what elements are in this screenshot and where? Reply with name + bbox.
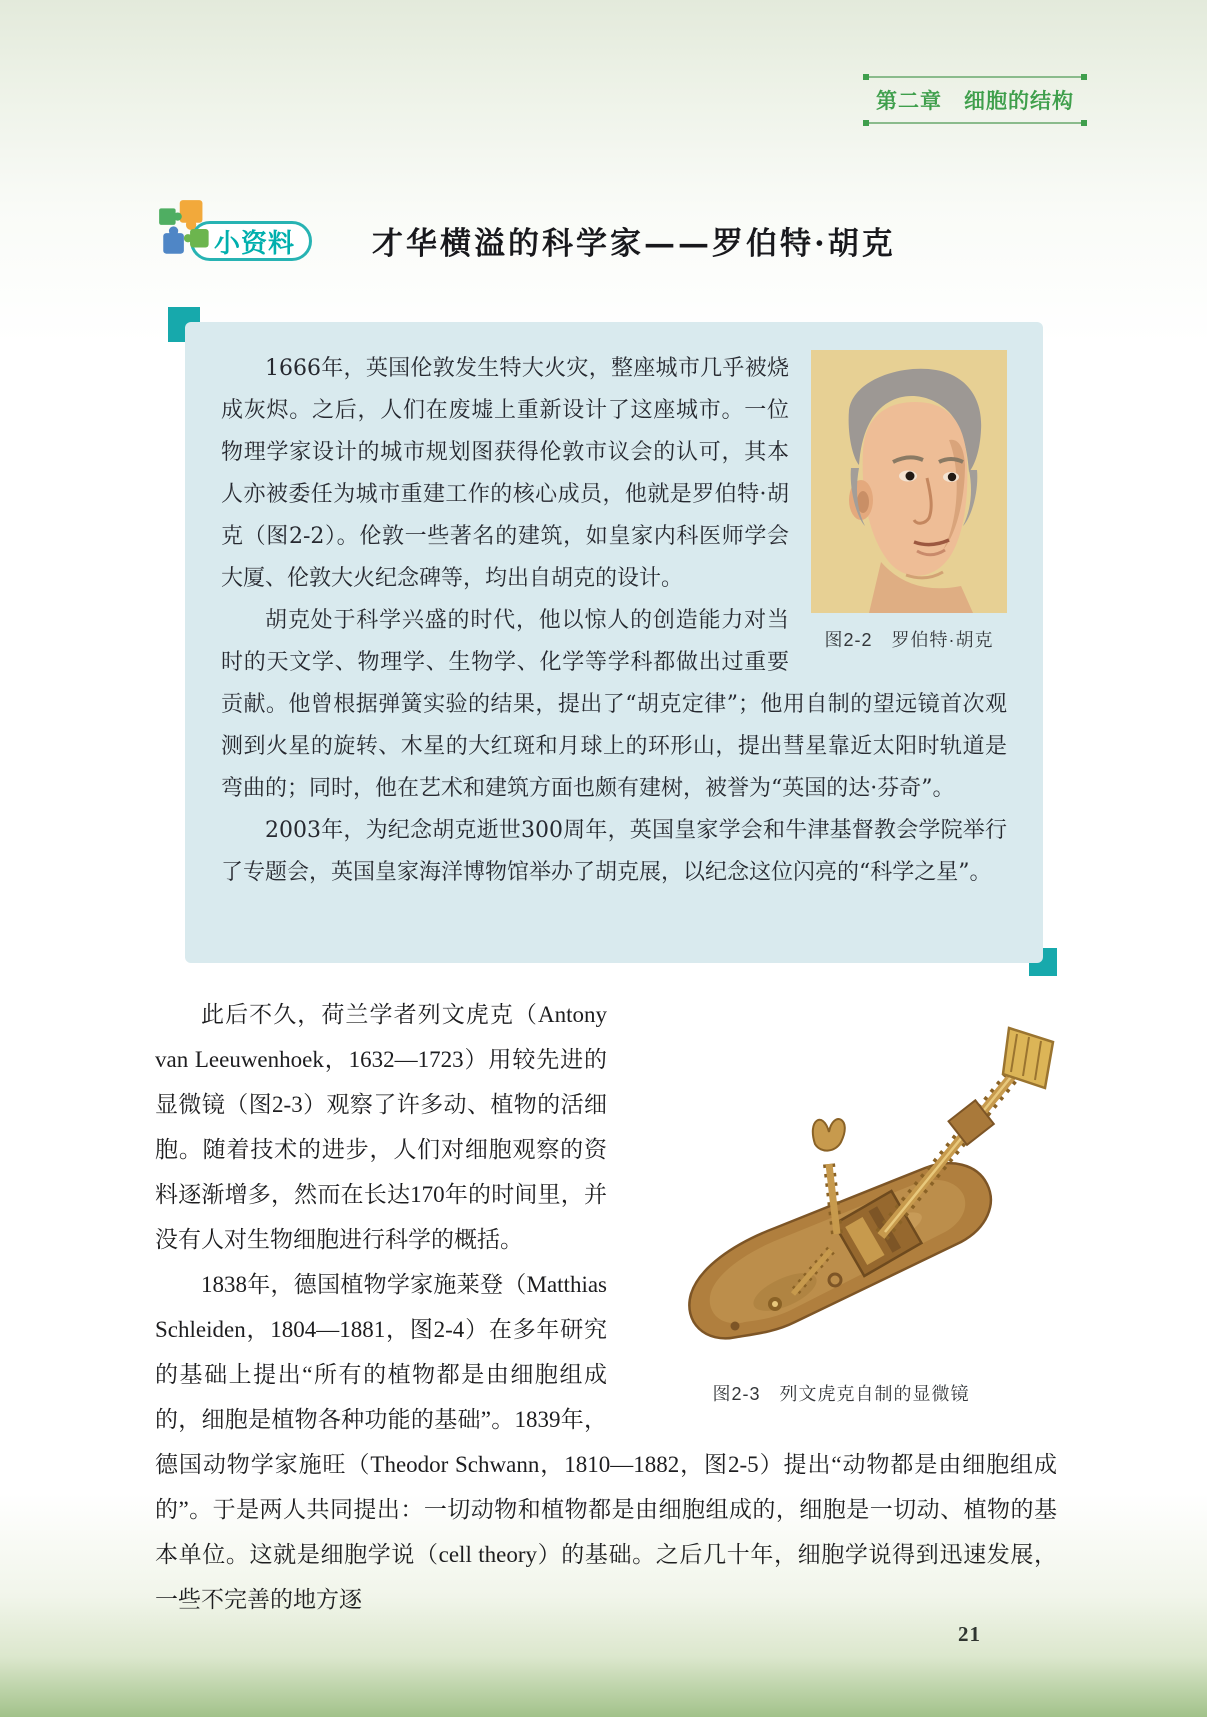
body-paragraph-1: 此后不久，荷兰学者列文虎克（Antony van Leeuwenhoek，1632—1723）用较先进的显微镜（图2-3）观察了许多动、植物的活细胞。随着技术的进步，人们对细胞观察的资料逐渐增多，然而在长达170年的时间里，并没有人对生物细胞进行科学的概括。 <box>155 1002 607 1252</box>
leeuwenhoek-microscope-image <box>625 992 1057 1364</box>
info-paragraph-1: 1666年，英国伦敦发生特大火灾，整座城市几乎被烧成灰烬。之后，人们在废墟上重新设计了这座城市。一位物理学家设计的城市规划图获得伦敦市议会的认可，其本人亦被委任为城市重建工作的核心成员，他就是罗伯特·胡克（图2-2）。伦敦一些著名的建筑，如皇家内科医师学会大厦、伦敦大火纪念碑等，均出自胡克的设计。 <box>221 356 789 591</box>
chapter-header <box>866 76 1084 124</box>
info-paragraph-3: 2003年，为纪念胡克逝世300周年，英国皇家学会和牛津基督教会学院举行了专题会，英国皇家海洋博物馆举办了胡克展，以纪念这位闪亮的“科学之星”。 <box>221 818 1007 885</box>
figure-2-2-caption: 图2-2 罗伯特·胡克 <box>824 630 994 650</box>
info-paragraph-2: 胡克处于科学兴盛的时代，他以惊人的创造能力对当时的天文学、物理学、生物学、化学等学科都做出过重要贡献。他曾根据弹簧实验的结果，提出了“胡克定律”；他用自制的望远镜首次观测到火星的旋转、木星的大红斑和月球上的环形山，提出彗星靠近太阳时轨道是弯曲的；同时，他在艺术和建筑方面也颇有建树，被誉为“英国的达·芬奇”。 <box>221 608 1007 801</box>
figure-2-3-caption: 图2-3 列文虎克自制的显微镜 <box>712 1384 970 1404</box>
figure-2-2 <box>811 350 1007 652</box>
puzzle-icon <box>155 198 221 264</box>
info-badge-label: 小资料 <box>213 227 295 258</box>
header-rule-top <box>866 76 1084 78</box>
page-number: 21 <box>958 1622 981 1646</box>
header-rule-bottom <box>866 122 1084 124</box>
info-box <box>185 322 1043 963</box>
info-box-wrapper <box>185 322 1043 963</box>
section-title: 才华横溢的科学家——罗伯特·胡克 <box>372 226 896 262</box>
figure-2-3 <box>625 992 1057 1406</box>
body-paragraph-2: 1838年，德国植物学家施莱登（Matthias Schleiden，1804—1881，图2-4）在多年研究的基础上提出“所有的植物都是由细胞组成的，细胞是植物各种功能的基础”。1839年，德国动物学家施旺（Theodor Schwann，1810—1882，图2-5）提出“动物都是由细胞组成的”。于是两人共同提出：一切动物和植物都是由细胞组成的，细胞是一切动、植物的基本单位。这就是细胞学说（cell theory）的基础。之后几十年，细胞学说得到迅速发展，一些不完善的地方逐 <box>155 1272 1057 1612</box>
main-text-section <box>155 992 1057 1622</box>
robert-hooke-portrait-image <box>811 350 1007 613</box>
chapter-title: 第二章 细胞的结构 <box>876 90 1074 113</box>
